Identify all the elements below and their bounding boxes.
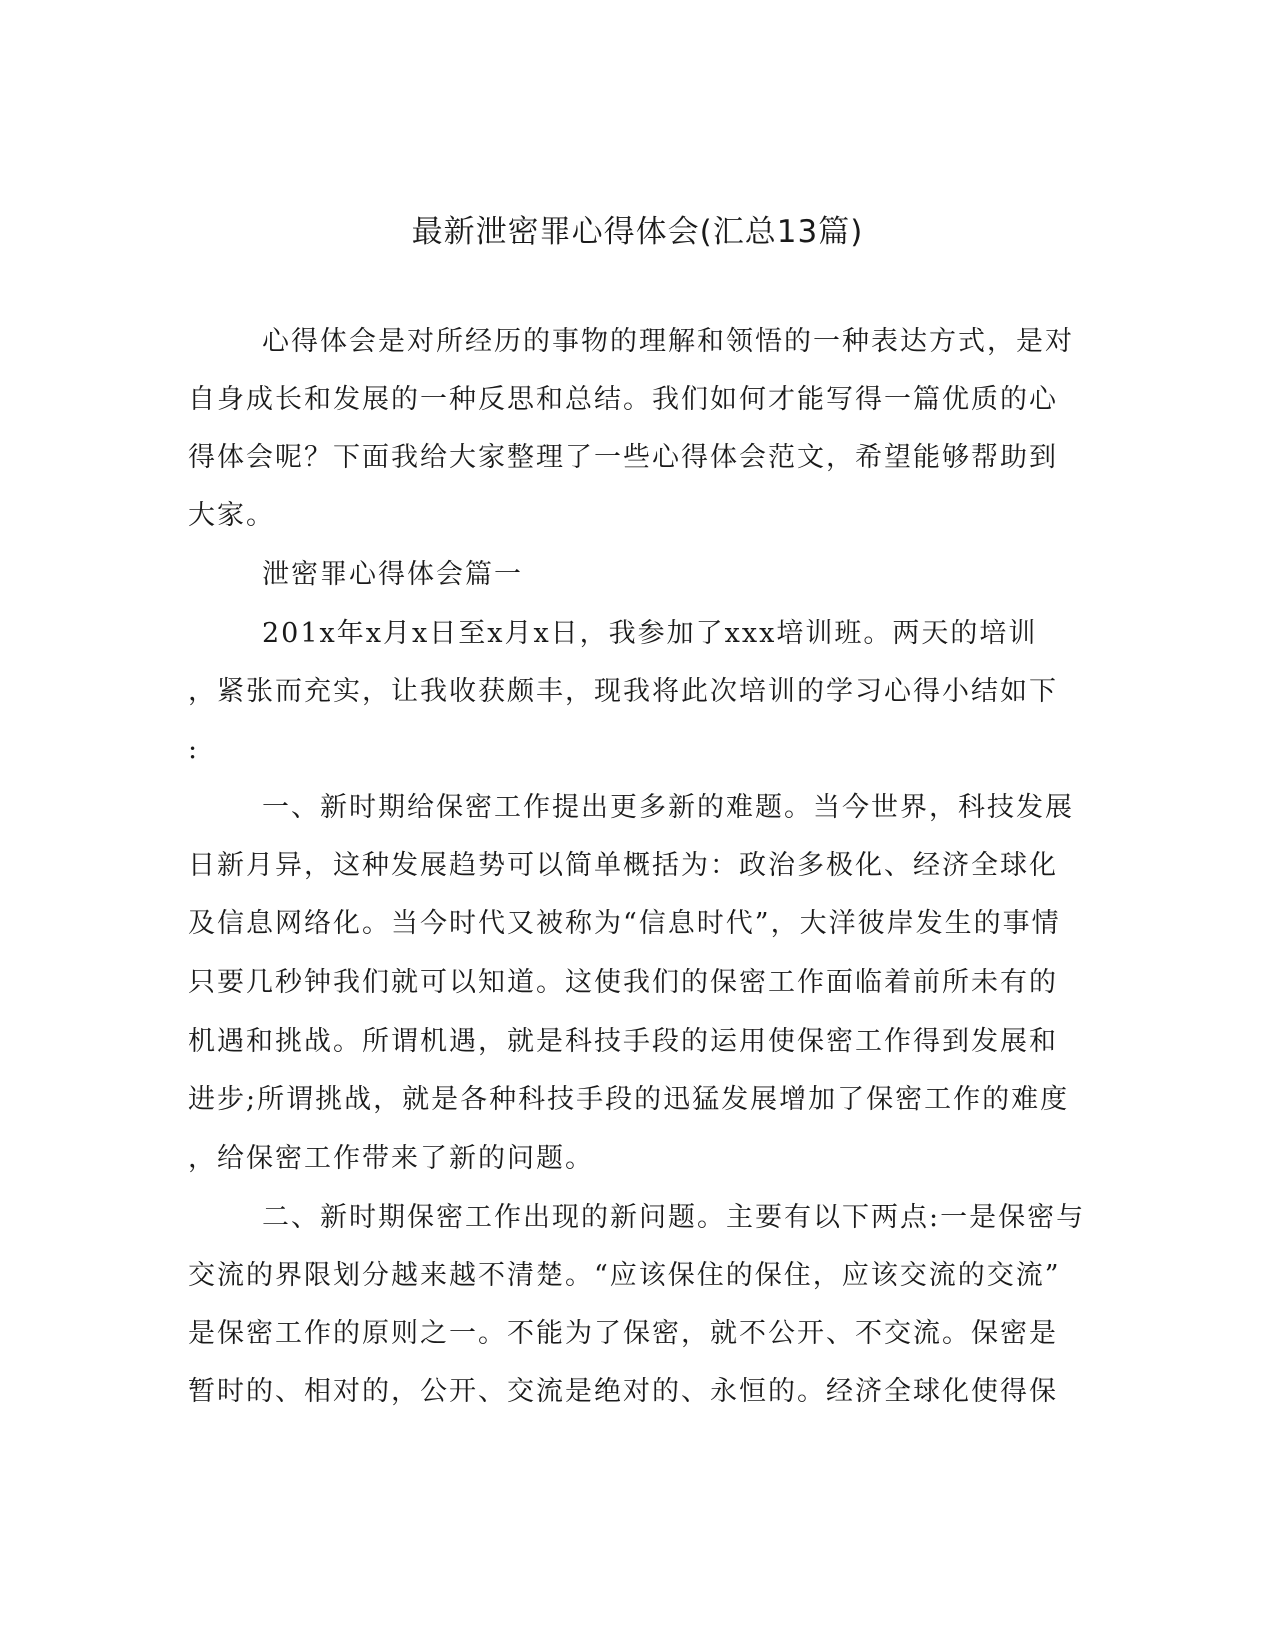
section-heading: 泄密罪心得体会篇一: [262, 559, 523, 590]
text-line: 是保密工作的原则之一。不能为了保密，就不公开、不交流。保密是: [188, 1318, 1058, 1349]
text-line: 自身成长和发展的一种反思和总结。我们如何才能写得一篇优质的心: [188, 384, 1058, 415]
text-line: 201x年x月x日至x月x日，我参加了xxx培训班。两天的培训: [262, 618, 1038, 649]
text-line: ，紧张而充实，让我收获颇丰，现我将此次培训的学习心得小结如下: [188, 676, 1058, 707]
text-line: 二、新时期保密工作出现的新问题。主要有以下两点:一是保密与: [262, 1202, 1086, 1233]
text-line: :: [188, 734, 200, 765]
text-line: 一、新时期给保密工作提出更多新的难题。当今世界，科技发展: [262, 792, 1074, 823]
text-line: 只要几秒钟我们就可以知道。这使我们的保密工作面临着前所未有的: [188, 967, 1058, 998]
text-line: 心得体会是对所经历的事物的理解和领悟的一种表达方式，是对: [262, 326, 1074, 357]
document-title: 最新泄密罪心得体会(汇总13篇): [411, 214, 864, 250]
text-line: 及信息网络化。当今时代又被称为“信息时代”，大洋彼岸发生的事情: [188, 908, 1061, 939]
text-line: 进步;所谓挑战，就是各种科技手段的迅猛发展增加了保密工作的难度: [188, 1084, 1070, 1115]
text-line: 交流的界限划分越来越不清楚。“应该保住的保住，应该交流的交流”: [188, 1260, 1061, 1291]
text-line: 暂时的、相对的，公开、交流是绝对的、永恒的。经济全球化使得保: [188, 1376, 1058, 1407]
text-line: 大家。: [188, 500, 275, 531]
text-line: 机遇和挑战。所谓机遇，就是科技手段的运用使保密工作得到发展和: [188, 1026, 1058, 1057]
text-line: 日新月异，这种发展趋势可以简单概括为：政治多极化、经济全球化: [188, 850, 1058, 881]
text-line: ，给保密工作带来了新的问题。: [188, 1143, 594, 1174]
text-line: 得体会呢？下面我给大家整理了一些心得体会范文，希望能够帮助到: [188, 442, 1058, 473]
